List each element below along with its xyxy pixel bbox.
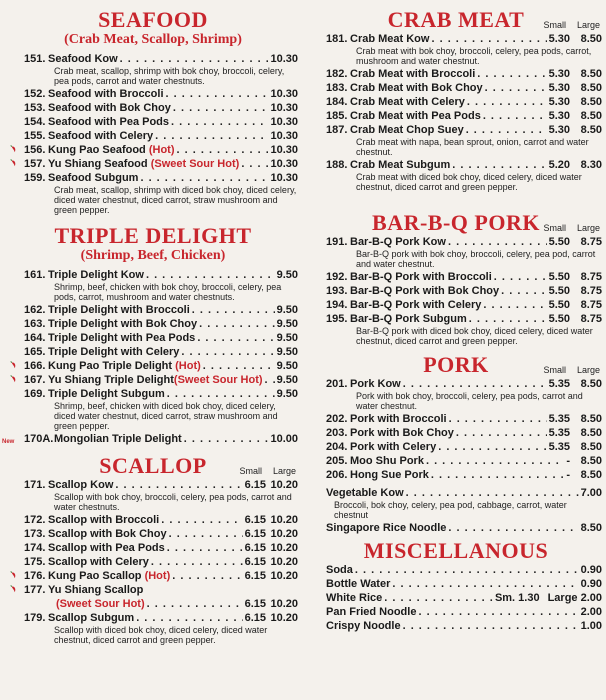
menu-item: 172. Scallop with Broccoli . . . 6.15 10.20: [8, 513, 298, 527]
menu-item: 161. Triple Delight Kow . . . 9.50 Shrimp, beef, chicken with bok choy, broccoli, celery, pea pods, carrot, mushroom and water chestnuts.: [8, 268, 298, 302]
hot-pepper-icon: [10, 159, 18, 167]
section-title: TRIPLE DELIGHT: [54, 223, 252, 248]
menu-item: New 170A. Mongolian Triple Delight . . . 10.00: [8, 432, 298, 446]
menu-item: Bottle Water . . . 0.90: [310, 577, 602, 591]
pork-section: [310, 353, 602, 535]
menu-item: 153. Seafood with Bok Choy . . . 10.30: [8, 101, 298, 115]
menu-item: 154. Seafood with Pea Pods . . . 10.30: [8, 115, 298, 129]
menu-item: 156. Kung Pao Seafood (Hot) . . . 10.30: [8, 143, 298, 157]
menu-item: 179. Scallop Subgum . . . 6.15 10.20 Scallop with diced bok choy, diced celery, diced water chestnut, diced carrot and green pepper.: [8, 611, 298, 645]
scallop-section: [8, 454, 298, 645]
menu-item: Crispy Noodle . . . 1.00: [310, 619, 602, 633]
hot-pepper-icon: [10, 571, 18, 579]
menu-item: White Rice . . . Sm. 1.30 Large 2.00: [310, 591, 602, 605]
menu-item: Pan Fried Noodle . . . 2.00: [310, 605, 602, 619]
menu-item: 185. Crab Meat with Pea Pods . . . 5.30 8.50: [310, 109, 602, 123]
size-headers: Small Large: [543, 20, 600, 30]
menu-item: 187. Crab Meat Chop Suey . . . 5.30 8.50 Crab meat with napa, bean sprout, onion, carrot and water chestnut.: [310, 123, 602, 157]
menu-item: 195. Bar-B-Q Pork Subgum . . . 5.50 8.75 Bar-B-Q pork with diced bok choy, diced celery, diced water chestnut, diced carrot and green pepper.: [310, 312, 602, 346]
menu-item: 201. Pork Kow . . . 5.35 8.50 Pork with bok choy, broccoli, celery, pea pods, carrot and water chestnut.: [310, 377, 602, 411]
menu-item: 174. Scallop with Pea Pods . . . 6.15 10.20: [8, 541, 298, 555]
menu-item: 177. Yu Shiang Scallop (Sweet Sour Hot) . . . 6.15 10.20: [8, 583, 298, 611]
menu-item: 183. Crab Meat with Bok Choy . . . 5.30 8.50: [310, 81, 602, 95]
menu-item: 205. Moo Shu Pork . . . - 8.50: [310, 454, 602, 468]
menu-item: Vegetable Kow . . . 7.00 Broccoli, bok choy, celery, pea pod, cabbage, carrot, water chestnut: [310, 486, 602, 520]
left-column: [2, 7, 298, 646]
item-description: Crab meat with diced bok choy, diced celery, diced water chestnut, diced carrot and green pepper.: [356, 172, 582, 192]
hot-pepper-icon: [10, 375, 18, 383]
menu-item: 184. Crab Meat with Celery . . . 5.30 8.50: [310, 95, 602, 109]
menu-item: 176. Kung Pao Scallop (Hot) . . . 6.15 10.20: [8, 569, 298, 583]
menu-item: 194. Bar-B-Q Pork with Celery . . . 5.50 8.75: [310, 298, 602, 312]
item-description: Scallop with diced bok choy, diced celery, diced water chestnut, diced carrot and green pepper.: [54, 625, 268, 645]
size-headers: Small Large: [543, 223, 600, 233]
menu-item: 181. Crab Meat Kow . . . 5.30 8.50 Crab meat with bok choy, broccoli, celery, pea pods, carrot, mushroom and water chestnut.: [310, 32, 602, 66]
item-description: Scallop with bok choy, broccoli, celery, pea pods, carrot and water chestnuts.: [54, 492, 292, 512]
section-title: MISCELLANOUS: [363, 538, 549, 563]
section-title: PORK: [423, 352, 489, 377]
item-description: Crab meat with bok choy, broccoli, celery, pea pods, carrot, mushroom and water chestnut.: [356, 46, 592, 66]
crab-meat-section: [310, 8, 602, 192]
section-subtitle: (Shrimp, Beef, Chicken): [80, 248, 226, 263]
bbq-pork-section: [310, 211, 602, 346]
menu-item: 162. Triple Delight with Broccoli . . . 9.50: [8, 303, 298, 317]
menu-item: 171. Scallop Kow . . . 6.15 10.20 Scallop with bok choy, broccoli, celery, pea pods, carrot and water chestnuts.: [8, 478, 298, 512]
section-title: CRAB MEAT: [387, 7, 525, 32]
section-title: SCALLOP: [99, 453, 207, 478]
section-subtitle: (Crab Meat, Scallop, Shrimp): [64, 32, 242, 47]
size-headers: Small Large: [543, 365, 600, 375]
menu-item: 165. Triple Delight with Celery . . . 9.50: [8, 345, 298, 359]
hot-pepper-icon: [10, 585, 18, 593]
new-badge: New: [2, 439, 15, 445]
menu-item: 152. Seafood with Broccoli . . . 10.30: [8, 87, 298, 101]
menu-item: 173. Scallop with Bok Choy . . . 6.15 10.20: [8, 527, 298, 541]
misc-section: [310, 539, 602, 633]
item-description: Crab meat, scallop, shrimp with diced bok choy, diced celery, diced water chestnut, diced carrot, straw mushroom and green pepper.: [54, 185, 297, 215]
item-description: Broccoli, bok choy, celery, pea pod, cabbage, carrot, water chestnut: [334, 500, 567, 520]
menu-item: 159. Seafood Subgum . . . 10.30 Crab meat, scallop, shrimp with diced bok choy, diced celery, diced water chestnut, diced carrot, straw mushroom and green pepper.: [8, 171, 298, 215]
item-description: Pork with bok choy, broccoli, celery, pea pods, carrot and water chestnut.: [356, 391, 583, 411]
menu-item: 163. Triple Delight with Bok Choy . . . 9.50: [8, 317, 298, 331]
hot-pepper-icon: [10, 145, 18, 153]
menu-item: 202. Pork with Broccoli . . . 5.35 8.50: [310, 412, 602, 426]
menu-item: Singapore Rice Noodle . . . 8.50: [310, 521, 602, 535]
menu-item: 167. Yu Shiang Triple Delight(Sweet Sour Hot) . . . 9.50: [8, 373, 298, 387]
menu-item: 193. Bar-B-Q Pork with Bok Choy . . . 5.50 8.75: [310, 284, 602, 298]
seafood-section: [8, 8, 298, 215]
item-description: Bar-B-Q pork with diced bok choy, diced celery, diced water chestnut, diced carrot and green pepper.: [356, 326, 593, 346]
menu-item: 169. Triple Delight Subgum . . . 9.50 Shrimp, beef, chicken with diced bok choy, diced celery, diced water chestnut, diced carrot, straw mushroom and green pepper.: [8, 387, 298, 431]
menu-item: 164. Triple Delight with Pea Pods . . . 9.50: [8, 331, 298, 345]
menu-item: 191. Bar-B-Q Pork Kow . . . 5.50 8.75 Bar-B-Q pork with bok choy, broccoli, celery, pea pod, carrot and water chestnut.: [310, 235, 602, 269]
menu-item: Soda . . . 0.90: [310, 563, 602, 577]
menu-item: 175. Scallop with Celery . . . 6.15 10.20: [8, 555, 298, 569]
menu-item: 151. Seafood Kow . . . 10.30 Crab meat, scallop, shrimp with bok choy, broccoli, celery, pea pods, carrot and water chestnuts.: [8, 52, 298, 86]
size-headers: Small Large: [239, 466, 296, 476]
item-description: Crab meat with napa, bean sprout, onion, carrot and water chestnut.: [356, 137, 589, 157]
section-title: BAR-B-Q PORK: [372, 210, 540, 235]
menu-item: 166. Kung Pao Triple Delight (Hot) . . . 9.50: [8, 359, 298, 373]
menu-item: 155. Seafood with Celery . . . 10.30: [8, 129, 298, 143]
triple-delight-section: [2, 223, 298, 446]
menu-item: 188. Crab Meat Subgum . . . 5.20 8.30 Crab meat with diced bok choy, diced celery, diced water chestnut, diced carrot and green pepper.: [310, 158, 602, 192]
menu-item: 204. Pork with Celery . . . 5.35 8.50: [310, 440, 602, 454]
right-column: [310, 8, 602, 633]
menu-item: 206. Hong Sue Pork . . . - 8.50: [310, 468, 602, 482]
section-title: SEAFOOD: [98, 7, 208, 32]
hot-pepper-icon: [10, 361, 18, 369]
item-description: Crab meat, scallop, shrimp with bok choy, broccoli, celery, pea pods, carrot and water chestnuts.: [54, 66, 285, 86]
item-description: Bar-B-Q pork with bok choy, broccoli, celery, pea pod, carrot and water chestnut.: [356, 249, 596, 269]
menu-item: 192. Bar-B-Q Pork with Broccoli . . . 5.50 8.75: [310, 270, 602, 284]
item-description: Shrimp, beef, chicken with diced bok choy, diced celery, diced water chestnut, diced carrot, straw mushroom and green pepper.: [54, 401, 278, 431]
menu-item: 157. Yu Shiang Seafood (Sweet Sour Hot) . . . 10.30: [8, 157, 298, 171]
item-description: Shrimp, beef, chicken with bok choy, broccoli, celery, pea pods, carrot, mushroom and water chestnuts.: [54, 282, 282, 302]
menu-item: 182. Crab Meat with Broccoli . . . 5.30 8.50: [310, 67, 602, 81]
menu-item: 203. Pork with Bok Choy . . . 5.35 8.50: [310, 426, 602, 440]
